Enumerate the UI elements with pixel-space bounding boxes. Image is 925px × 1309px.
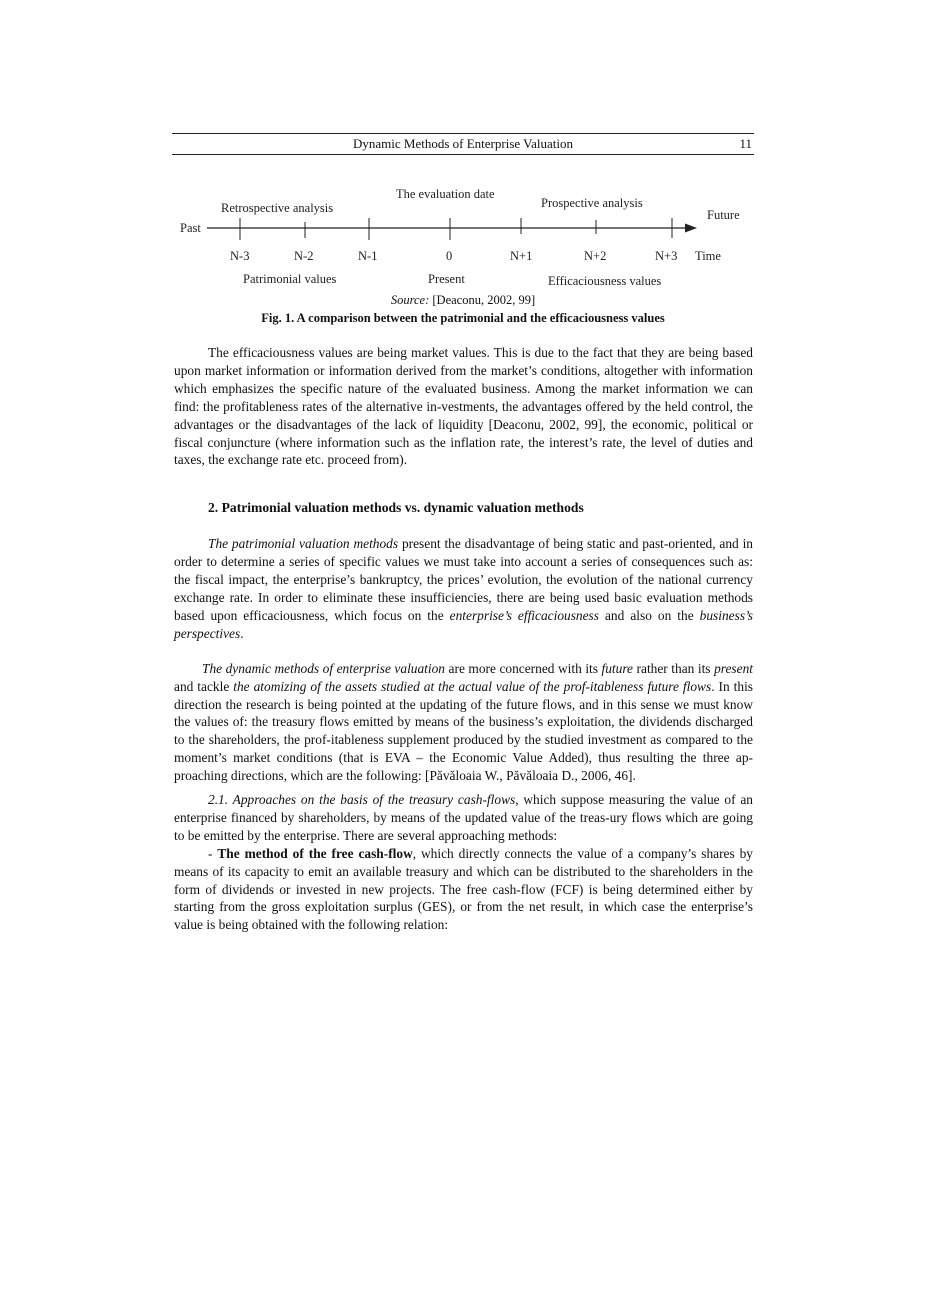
timeline-arrowhead xyxy=(685,224,697,233)
label-time: Time xyxy=(695,249,721,263)
p5-dash: - xyxy=(208,845,218,861)
page-number: 11 xyxy=(739,136,752,151)
label-future: Future xyxy=(707,208,740,222)
p2-text-3: . xyxy=(240,625,244,641)
p5-text-1: , which directly connects the value of a company’s shares by means of its capacity to emit an available treasury and which can be distributed to the shareholders in the form of dividends or invested in new projects. The free cash-flow (FCF) is being determined either by starting from the gross exploitation surplus (GES), or from the net result, in which case the enterprise’s value is being obtained with the following relation: xyxy=(174,845,753,933)
p2-text-2: and also on the xyxy=(598,607,700,623)
label-evaluation-date: The evaluation date xyxy=(396,187,495,201)
timeline-figure xyxy=(172,180,754,292)
p2-italic-2: enterprise’s efficaciousness xyxy=(449,607,599,623)
paragraph-3 xyxy=(174,660,753,785)
p3-text-4: . In this direction the research is being pointed at the updating of the future flows, and in this sense we must know the values of: the treasury flows emitted by means of the business’s exploitation, the dividends discharged to the shareholders, the prof-itableness supplement produced by the studied investment as compared to the moment’s market conditions (that is EVA – the Economic Value Added), thus resulting the three ap-proaching directions, which are the following: [Păvăloaia W., Păvăloaia D., 2006, 46]. xyxy=(174,678,754,784)
tick-label-n-2: N-2 xyxy=(294,249,314,263)
p4-italic-1: 2.1. Approaches on the basis of the treasury cash-flows xyxy=(208,792,516,808)
p5-bold-1: The method of the free cash-flow xyxy=(217,845,413,861)
p3-italic-4: the atomizing of the assets studied at the actual value of the prof-itableness future flows xyxy=(233,678,712,694)
section-heading: 2. Patrimonial valuation methods vs. dynamic valuation methods xyxy=(208,500,584,516)
label-present: Present xyxy=(428,272,465,286)
p3-italic-1: The dynamic methods of enterprise valuation xyxy=(202,660,446,676)
tick-label-0: 0 xyxy=(446,249,453,263)
tick-label-n+2: N+2 xyxy=(584,249,607,263)
p3-italic-2: future xyxy=(601,660,634,676)
p4-text-1: , which suppose measuring the value of an enterprise financed by shareholders, by means of the updated value of the treas-ury flows which are going to be emitted by the enterprise. There are several approaching methods: xyxy=(174,792,753,843)
label-prospective: Prospective analysis xyxy=(541,196,643,210)
p3-italic-3: present xyxy=(714,660,753,676)
p3-text-2: rather than its xyxy=(633,660,715,676)
running-title: Dynamic Methods of Enterprise Valuation xyxy=(353,136,573,151)
p3-text-3: and tackle xyxy=(174,678,234,694)
p2-text-1: present the disadvantage of being static and past-oriented, and in order to determine a series of specific values we must take into account a series of consequences such as: the fiscal impact, the enterprise’s bankruptcy, the prices’ evolution, the evolution of the national currency exchange rate. In order to eliminate these insufficiencies, there are being used basic evaluation methods based upon efficaciousness, which focus on the xyxy=(174,536,753,623)
body-text xyxy=(174,344,753,934)
paragraph-2 xyxy=(174,535,753,642)
p3-text-1: are more concerned with its xyxy=(445,660,602,676)
label-retrospective: Retrospective analysis xyxy=(221,201,334,215)
tick-label-n+1: N+1 xyxy=(510,249,533,263)
p2-italic-3: business’s perspectives xyxy=(174,607,753,641)
paragraph-1: The efficaciousness values are being market values. This is due to the fact that they are being based upon market information or information derived from the market’s conditions, altogether with information which emphasizes the specific nature of the evaluated business. Among the market information we can find: the profitableness rates of the alternative in-vestments, the advantages offered by the held control, the advantages or the disadvantages of the lack of liquidity [Deaconu, 2002, 99], the economic, political or fiscal conjuncture (where information such as the inflation rate, the interest’s rate, the level of duties and taxes, the exchange rate etc. proceed from). xyxy=(174,345,753,468)
figure-source xyxy=(172,293,754,308)
figure-caption: Fig. 1. A comparison between the patrimonial and the efficaciousness values xyxy=(261,311,665,325)
source-text: [Deaconu, 2002, 99] xyxy=(429,293,536,307)
tick-label-n+3: N+3 xyxy=(655,249,678,263)
running-header xyxy=(172,133,754,155)
paragraph-4 xyxy=(174,791,753,845)
label-efficaciousness-values: Efficaciousness values xyxy=(548,274,662,288)
label-patrimonial-values: Patrimonial values xyxy=(243,272,337,286)
source-label: Source: xyxy=(390,293,430,307)
tick-label-n-3: N-3 xyxy=(230,249,250,263)
label-past: Past xyxy=(180,221,201,235)
p2-italic-1: The patrimonial valuation methods xyxy=(208,536,399,552)
tick-label-n-1: N-1 xyxy=(358,249,378,263)
paragraph-5 xyxy=(174,845,753,935)
